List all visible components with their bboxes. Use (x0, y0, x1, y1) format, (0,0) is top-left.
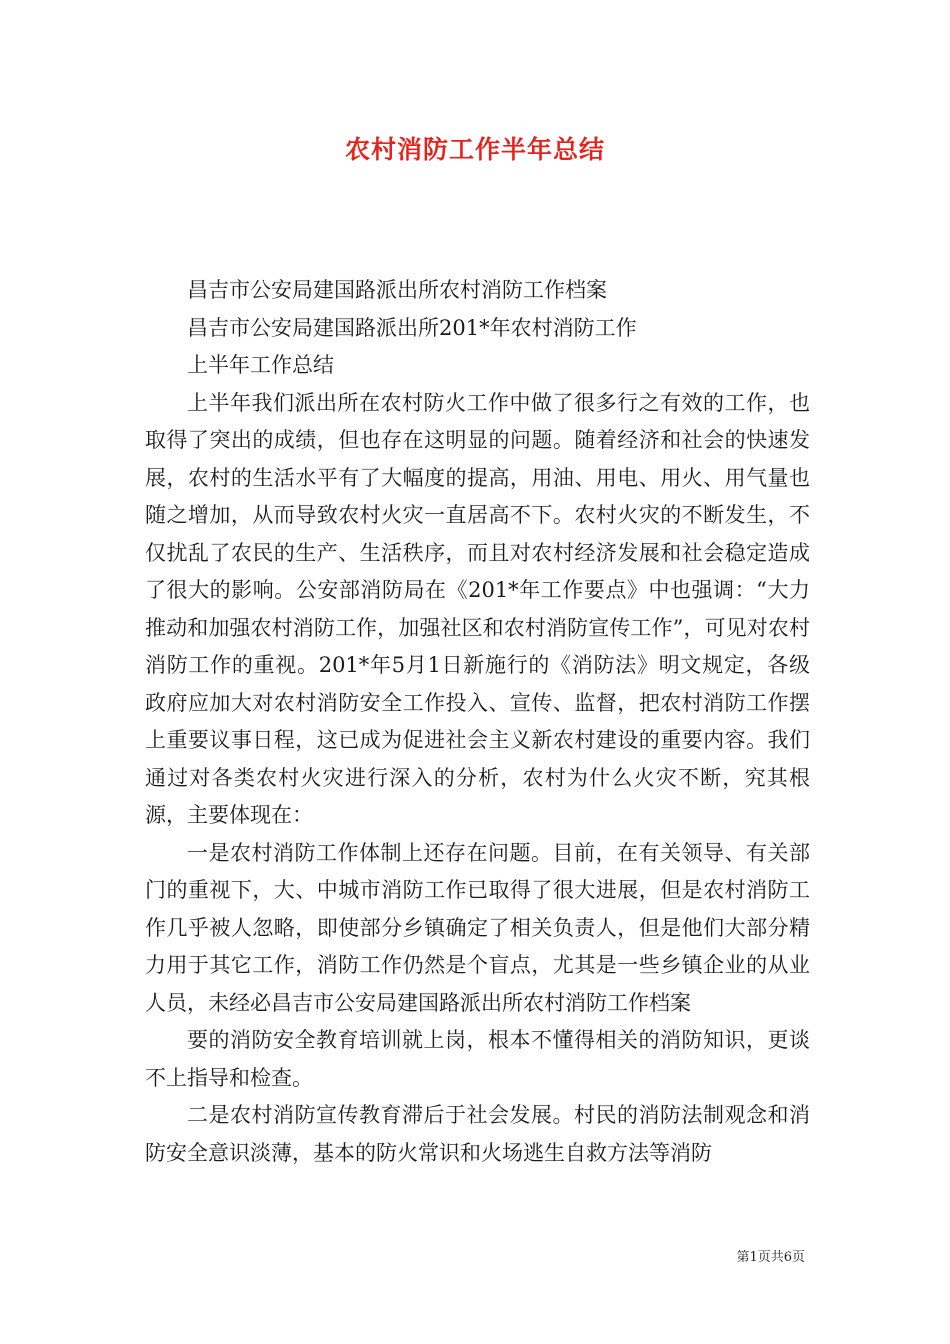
paragraph-summary-heading: 昌吉市公安局建国路派出所201*年农村消防工作 (187, 315, 637, 340)
paragraph-archive-heading: 昌吉市公安局建国路派出所农村消防工作档案 (187, 278, 607, 302)
document-body (145, 272, 810, 1172)
paragraph-summary-subheading: 上半年工作总结 (187, 353, 334, 377)
paragraph-point-one-continued: 要的消防安全教育培训就上岗，根本不懂得相关的消防知识，更谈不上指导和检查。 (145, 1028, 810, 1090)
document-title: 农村消防工作半年总结 (344, 135, 605, 164)
paragraph-point-one: 一是农村消防工作体制上还存在问题。目前，在有关领导、有关部门的重视下，大、中城市消防工作已取得了很大进展，但是农村消防工作几乎被人忽略，即使部分乡镇确定了相关负责人，但是他们大部分精力用于其它工作，消防工作仍然是个盲点，尤其是一些乡镇企业的从业人员，未经必昌吉市公安局建国路派出所农村消防工作档案 (145, 840, 810, 1015)
page-number: 第1页共6页 (736, 1250, 805, 1265)
paragraph-intro: 上半年我们派出所在农村防火工作中做了很多行之有效的工作，也取得了突出的成绩，但也存在这明显的问题。随着经济和社会的快速发展，农村的生活水平有了大幅度的提高，用油、用电、用火、用气量也随之增加，从而导致农村火灾一直居高不下。农村火灾的不断发生，不仅扰乱了农民的生产、生活秩序，而且对农村经济发展和社会稳定造成了很大的影响。公安部消防局在《201*年工作要点》中也强调：“大力推动和加强农村消防工作，加强社区和农村消防宣传工作”，可见对农村消防工作的重视。201*年5月1日新施行的《消防法》明文规定，各级政府应加大对农村消防安全工作投入、宣传、监督，把农村消防工作摆上重要议事日程，这已成为促进社会主义新农村建设的重要内容。我们通过对各类农村火灾进行深入的分析，农村为什么火灾不断，究其根源，主要体现在： (145, 390, 810, 827)
paragraph-point-two: 二是农村消防宣传教育滞后于社会发展。村民的消防法制观念和消防安全意识淡薄，基本的防火常识和火场逃生自救方法等消防 (145, 1103, 810, 1165)
